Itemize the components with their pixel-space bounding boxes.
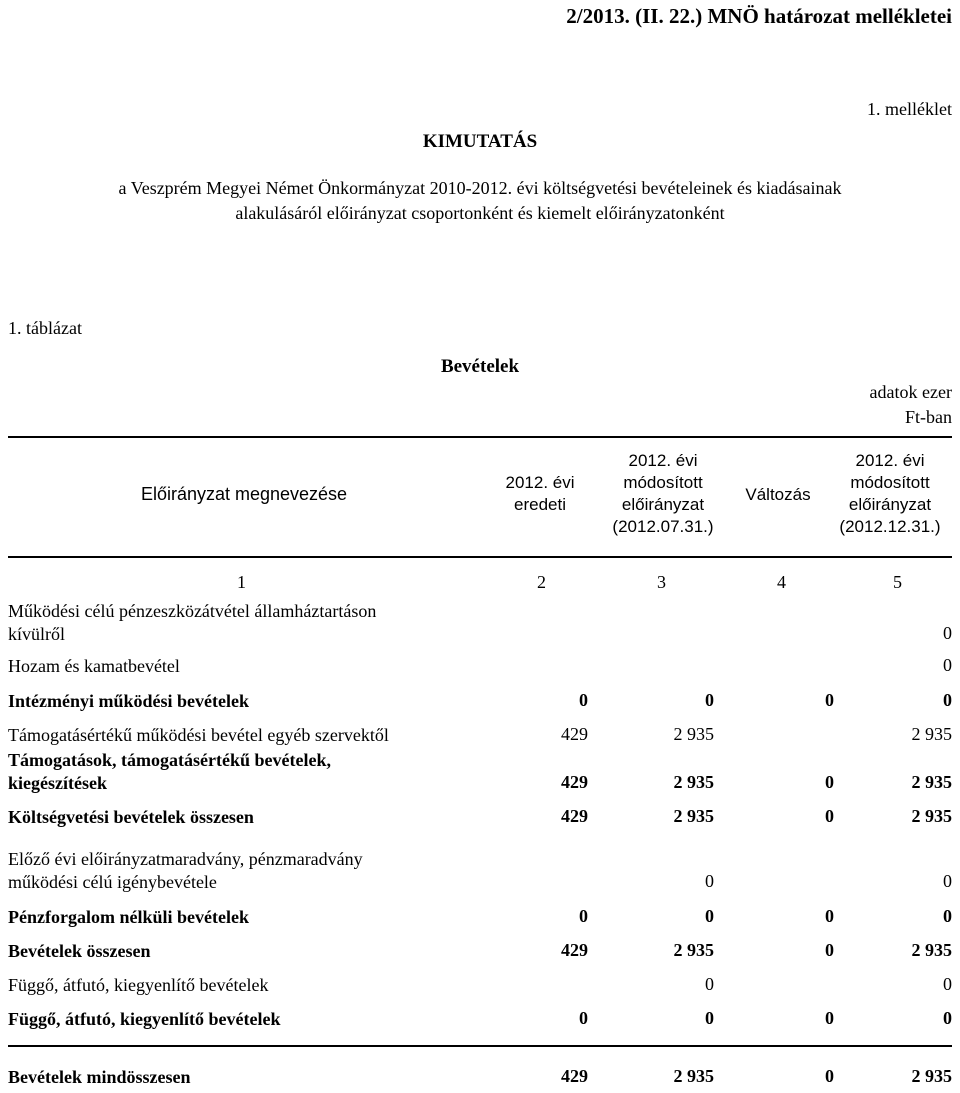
cell-modified-december: 2 935: [911, 806, 952, 826]
table-row: [8, 806, 952, 831]
row-label: Támogatások, támogatásértékű bevételek,: [8, 750, 331, 770]
table-name: 1. táblázat: [8, 318, 82, 338]
column-header-modified-july-line: módosított: [623, 473, 703, 492]
column-header-original-line: eredeti: [514, 495, 566, 514]
column-header-modified-december-line: 2012. évi: [855, 451, 925, 470]
row-label: Támogatásértékű működési bevétel egyéb szervektől: [8, 725, 389, 745]
cell-modified-july: 0: [705, 974, 714, 994]
table-row: [8, 1008, 952, 1033]
row-label: kiegészítések: [8, 773, 107, 793]
cell-change: 0: [825, 906, 834, 926]
table-row: [8, 749, 952, 799]
cell-original: 0: [579, 906, 588, 926]
cell-modified-july: 0: [705, 871, 714, 891]
cell-modified-december: 2 935: [911, 1066, 952, 1086]
cell-modified-july: 2 935: [673, 806, 714, 826]
cell-change: 0: [825, 690, 834, 710]
row-label: Bevételek összesen: [8, 941, 151, 961]
row-label: Hozam és kamatbevétel: [8, 656, 180, 676]
cell-modified-december: 0: [943, 623, 952, 643]
row-label: Bevételek mindösszesen: [8, 1067, 191, 1087]
column-header-modified-december-line: (2012.12.31.): [839, 517, 941, 536]
row-label: Intézményi működési bevételek: [8, 691, 249, 711]
column-header-change: [728, 484, 828, 506]
cell-change: 0: [825, 1066, 834, 1086]
unit-line-1: adatok ezer: [869, 382, 952, 402]
cell-modified-december: 0: [943, 906, 952, 926]
subtitle-line-2: alakulásáról előirányzat csoportonként és kiemelt előirányzatonként: [235, 203, 725, 223]
column-number: 2: [537, 572, 546, 592]
section-title: Bevételek: [440, 356, 520, 377]
row-label: Működési célú pénzeszközátvétel államháztartáson: [8, 601, 377, 621]
cell-change: 0: [825, 806, 834, 826]
resolution-title: 2/2013. (II. 22.) MNÖ határozat mellékletei: [566, 4, 952, 28]
cell-original: 429: [561, 1066, 588, 1086]
cell-modified-december: 2 935: [911, 772, 952, 792]
total-rule: [8, 1045, 952, 1047]
column-number: 4: [777, 572, 786, 592]
header-bottom-rule: [8, 556, 952, 558]
column-header-name: Előirányzat megnevezése: [140, 484, 348, 504]
cell-modified-july: 2 935: [673, 1066, 714, 1086]
cell-modified-july: 0: [705, 906, 714, 926]
cell-modified-december: 0: [943, 690, 952, 710]
row-label: működési célú igénybevétele: [8, 872, 217, 892]
cell-modified-december: 0: [943, 1008, 952, 1028]
column-header-original: [480, 472, 600, 516]
column-number: 5: [893, 572, 902, 592]
document-title: KIMUTATÁS: [422, 131, 538, 152]
row-label: kívülről: [8, 624, 65, 644]
column-header-modified-july: [598, 450, 728, 538]
cell-modified-december: 0: [943, 871, 952, 891]
cell-original: 0: [579, 690, 588, 710]
row-label: Függő, átfutó, kiegyenlítő bevételek: [8, 975, 269, 995]
column-header-modified-december-line: előirányzat: [848, 495, 932, 514]
table-row: [8, 906, 952, 931]
table-row: [8, 690, 952, 715]
cell-original: 429: [561, 806, 588, 826]
column-number: 3: [657, 572, 666, 592]
row-label: Költségvetési bevételek összesen: [8, 807, 254, 827]
cell-modified-july: 0: [705, 690, 714, 710]
unit-line-2: Ft-ban: [905, 407, 952, 427]
cell-original: 429: [561, 724, 588, 744]
cell-modified-july: 0: [705, 1008, 714, 1028]
cell-change: 0: [825, 772, 834, 792]
subtitle-line-1: a Veszprém Megyei Német Önkormányzat 2010-2012. évi költségvetési bevételeinek és kiadásainak: [118, 178, 842, 198]
table-row: [8, 724, 952, 749]
cell-original: 0: [579, 1008, 588, 1028]
column-header-modified-july-line: előirányzat: [621, 495, 705, 514]
annex-label: 1. melléklet: [867, 99, 952, 119]
table-row: [8, 974, 952, 999]
row-label: Pénzforgalom nélküli bevételek: [8, 907, 249, 927]
table-row: [8, 600, 952, 650]
column-header-modified-december: [828, 450, 952, 538]
cell-modified-december: 2 935: [911, 724, 952, 744]
cell-modified-july: 2 935: [673, 940, 714, 960]
column-header-change-line: Változás: [745, 485, 811, 504]
table-row: [8, 655, 952, 680]
cell-original: 429: [561, 772, 588, 792]
row-label: Függő, átfutó, kiegyenlítő bevételek: [8, 1009, 281, 1029]
table-row: [8, 848, 952, 898]
cell-change: 0: [825, 1008, 834, 1028]
cell-modified-july: 2 935: [673, 772, 714, 792]
column-header-modified-july-line: (2012.07.31.): [612, 517, 714, 536]
cell-modified-july: 2 935: [673, 724, 714, 744]
document-subtitle: [0, 176, 960, 226]
cell-modified-december: 0: [943, 974, 952, 994]
cell-change: 0: [825, 940, 834, 960]
column-header-modified-december-line: módosított: [850, 473, 930, 492]
cell-modified-december: 0: [943, 655, 952, 675]
unit-note: [870, 380, 952, 430]
cell-modified-december: 2 935: [911, 940, 952, 960]
table-row: [8, 1066, 952, 1091]
row-label: Előző évi előirányzatmaradvány, pénzmaradvány: [8, 849, 363, 869]
table-row: [8, 940, 952, 965]
cell-original: 429: [561, 940, 588, 960]
column-number: 1: [237, 572, 246, 592]
column-header-modified-july-line: 2012. évi: [628, 451, 698, 470]
header-top-rule: [8, 436, 952, 438]
column-header-original-line: 2012. évi: [505, 473, 575, 492]
